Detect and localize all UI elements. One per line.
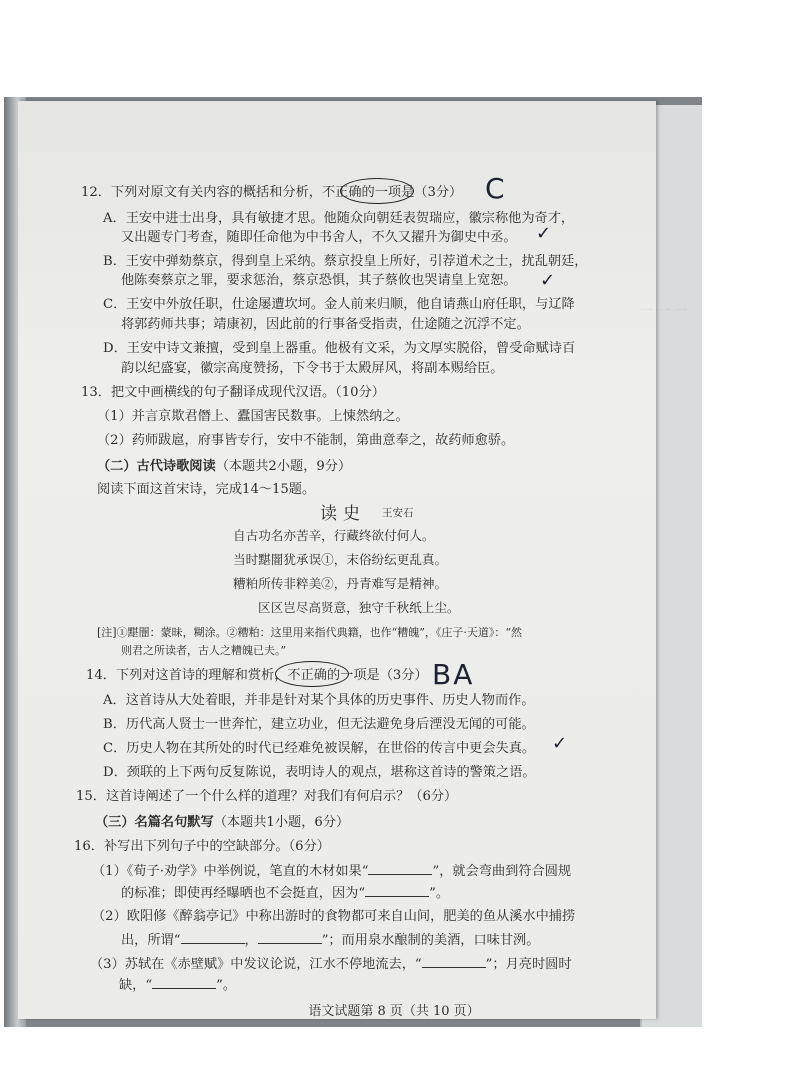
ink-circle — [340, 178, 414, 204]
handwritten-answer: C — [485, 172, 505, 205]
blank-field — [422, 955, 486, 968]
handwritten-answer: BA — [432, 658, 475, 691]
q16-item-3: （3）苏轼在《赤壁赋》中发议论说，江水不停地流去，“ ”；月亮时圆时 — [90, 957, 572, 972]
q12-emph: 不正确的 — [321, 185, 375, 200]
q13-item-2: （2）药师跋扈，府事皆专行，安中不能制，第曲意奉之，故药师愈骄。 — [97, 433, 515, 448]
q16-item-1: （1）《荀子·劝学》中举例说，笔直的木材如果“ ”，就会弯曲到符合圆规 — [92, 864, 572, 879]
q14-option-c: C．历史人物在其所处的时代已经难免被误解，在世俗的传言中更会失真。 — [103, 741, 536, 756]
q12-option-a-cont: 又出题专门考查，随即任命他为中书舍人，不久又擢升为御史中丞。 — [121, 230, 517, 245]
q13-item-1: （1）并言京欺君僭上、蠹国害民数事。上悚然纳之。 — [97, 409, 409, 424]
poem-note: [注]①黮闇：蒙昧，糊涂。②糟粕：这里用来指代典籍，也作“糟魄”，《庄子·天道》：“然 — [97, 626, 522, 639]
check-mark-icon: ✓ — [540, 270, 556, 291]
q16-item-2-cont: 出，所谓“ ， ”；而用泉水酿制的美酒，口味甘洌。 — [121, 933, 540, 948]
blank-field — [368, 862, 432, 875]
q14-option-a: A．这首诗从大处着眼，并非是针对某个具体的历史事件、历史人物而作。 — [103, 693, 535, 708]
q16-item-1-cont: 的标准；即使再经曝晒也不会挺直，因为“ ”。 — [121, 886, 450, 901]
blank-field — [258, 931, 322, 944]
section2-heading: （二）古代诗歌阅读（本题共2小题，9分） — [97, 459, 352, 474]
q12-option-d: D．王安中诗文兼擅，受到皇上器重。他极有文采，为文厚实脱俗，曾受命赋诗百 — [103, 341, 576, 356]
check-mark-icon: ✓ — [536, 223, 552, 244]
ink-circle — [275, 661, 349, 687]
poem-author: 王安石 — [382, 507, 414, 519]
poem-line: 区区岂尽高贤意，独守千秋纸上尘。 — [258, 600, 460, 615]
q12-option-c-cont: 将郭药师共事；靖康初，因此前的行事备受指责，仕途随之沉浮不定。 — [121, 317, 530, 332]
blank-field — [152, 976, 216, 989]
q15-stem: 15．这首诗阐述了一个什么样的道理？对我们有何启示？（6分） — [76, 789, 458, 804]
q12-option-d-cont: 韵以纪盛宴，徽宗高度赞扬，下令书于太殿屏风，将副本赐给臣。 — [121, 361, 504, 376]
section3-heading: （三）名篇名句默写（本题共1小题，6分） — [95, 815, 350, 830]
q12-stem: 12．下列对原文有关内容的概括和分析，不正确的一项是（3分） — [81, 185, 463, 200]
q12-option-a: A．王安中进士出身，具有敏捷才思。他随众向朝廷表贺瑞应，徽宗称他为奇才， — [103, 211, 575, 226]
poem-note-cont: 则君之所读者，古人之糟魄已夫。” — [121, 644, 287, 657]
q14-emph: 不正确的 — [287, 668, 341, 683]
q14-option-b: B．历代高人贤士一世奔忙，建立功业，但无法避免身后湮没无闻的可能。 — [103, 717, 535, 732]
check-mark-icon: ✓ — [552, 733, 568, 754]
q12-option-b-cont: 他陈奏蔡京之罪，要求惩治，蔡京恐惧，其子蔡攸也哭请皇上宽恕。 — [121, 273, 517, 288]
q12-option-c: C．王安中外放任职，仕途屡遭坎坷。金人前来归顺，他自请燕山府任职，与辽降 — [103, 297, 575, 312]
blank-field — [365, 884, 429, 897]
q16-item-3-cont: 缺，“ ”。 — [119, 978, 237, 993]
poem-title: 读史 — [320, 504, 366, 524]
q16-stem: 16．补写出下列句子中的空缺部分。（6分） — [74, 839, 330, 854]
blank-field — [181, 931, 245, 944]
q13-stem: 13．把文中画横线的句子翻译成现代汉语。（10分） — [81, 385, 385, 400]
poem-line: 糟粕所传非粹美②，丹青难写是精神。 — [233, 576, 448, 591]
q12-option-b: B．王安中弹劾蔡京，得到皇上采纳。蔡京投皇上所好，引荐道术之士，扰乱朝廷， — [103, 254, 588, 269]
poem-line: 自古功名亦苦辛，行藏终欲付何人。 — [233, 528, 435, 543]
section2-intro: 阅读下面这首宋诗，完成14～15题。 — [97, 482, 316, 497]
bleed-through: 一 一 一 — [640, 304, 688, 319]
q16-item-2: （2）欧阳修《醉翁亭记》中称出游时的食物都可来自山间，肥美的鱼从溪水中捕捞 — [92, 909, 576, 924]
q14-option-d: D．颈联的上下两句反复陈说，表明诗人的观点，堪称这首诗的警策之语。 — [103, 765, 536, 780]
poem-line: 当时黮闇犹承误①，末俗纷纭更乱真。 — [233, 552, 448, 567]
page-footer: 语文试题第 8 页（共 10 页） — [308, 1004, 480, 1019]
q14-stem: 14．下列对这首诗的理解和赏析，不正确的一项是（3分） — [86, 668, 428, 683]
